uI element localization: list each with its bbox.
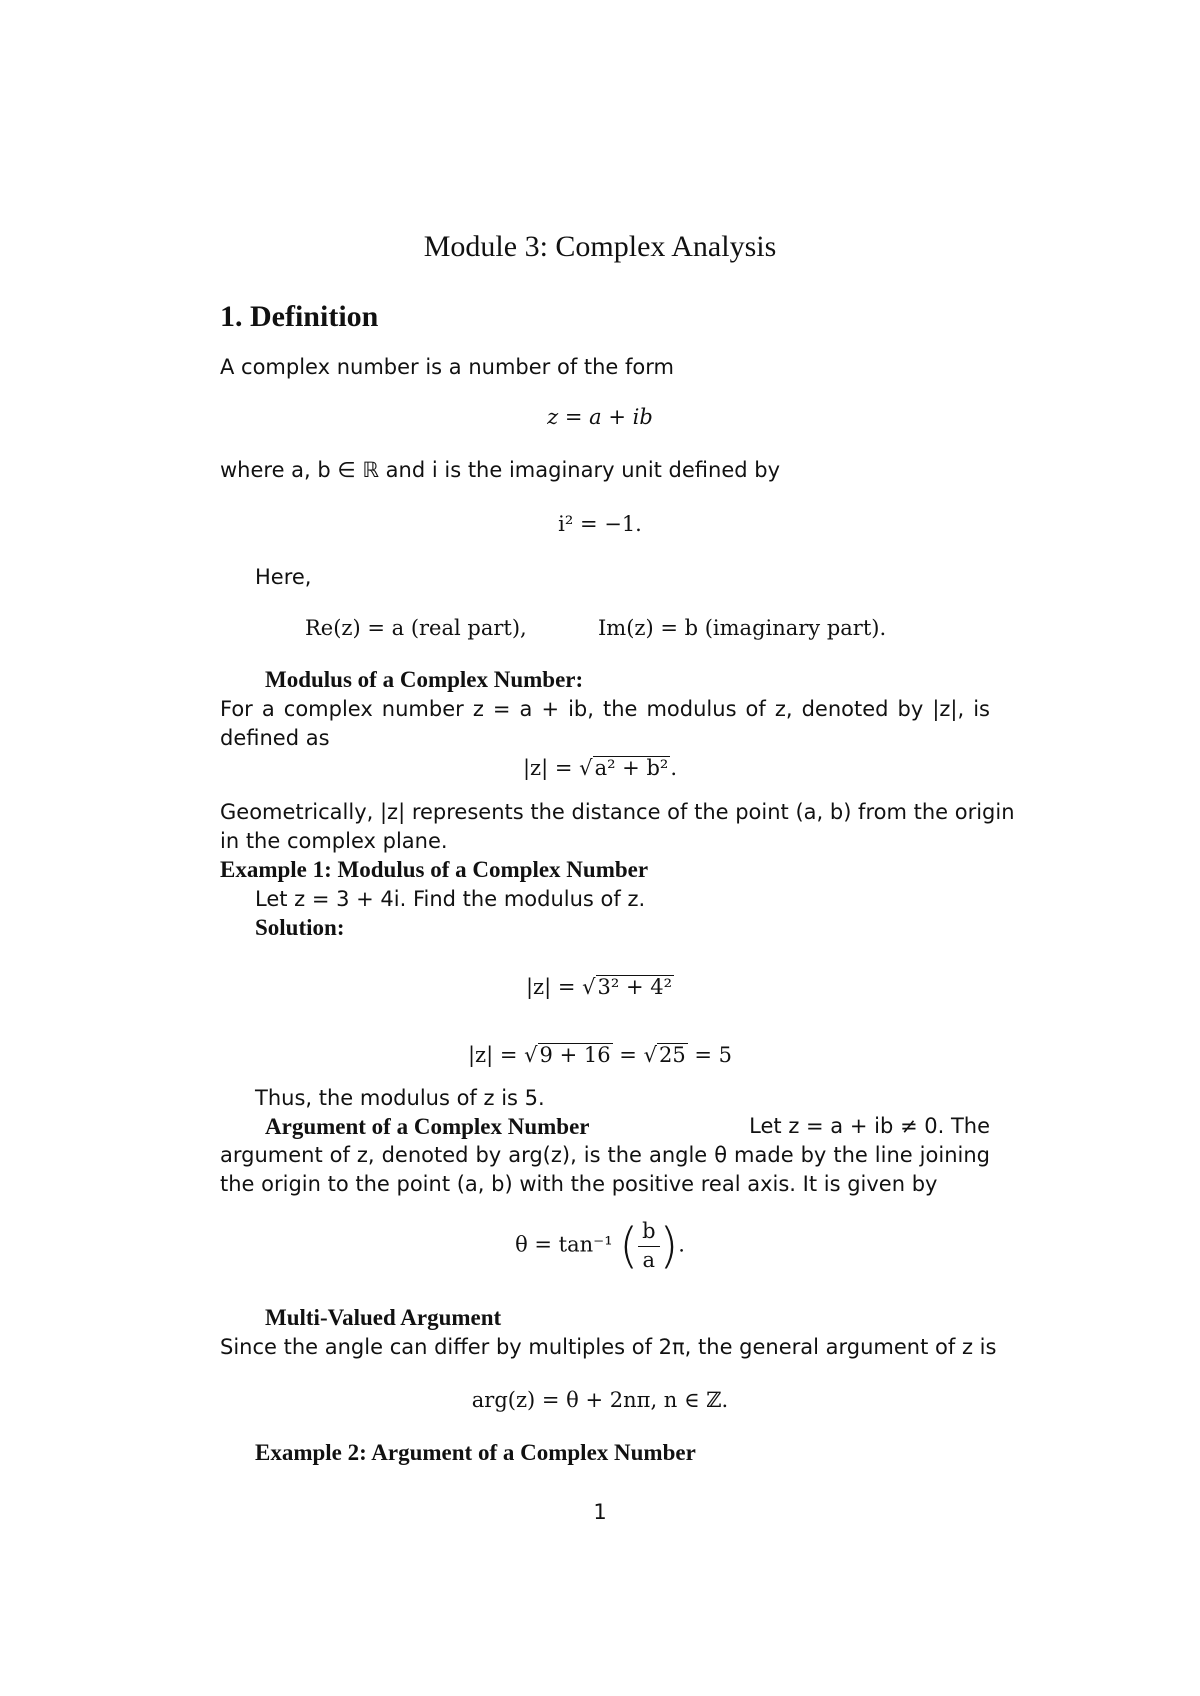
equation-real-part: Re(z) = a (real part), — [305, 616, 527, 640]
page-number: 1 — [593, 1500, 607, 1524]
equation-step2-result: = 5 — [694, 1043, 733, 1067]
equation-modulus-definition — [0, 756, 1200, 780]
paragraph-thus: Thus, the modulus of z is 5. — [255, 1086, 545, 1110]
sqrt-symbol: √ — [524, 1043, 538, 1067]
equation-step2-lhs: |z| = — [467, 1043, 518, 1067]
sqrt-symbol: √ — [643, 1043, 657, 1067]
paragraph-argument-line3: the origin to the point (a, b) with the positive real axis. It is given by — [220, 1172, 938, 1196]
equation-theta-period: . — [678, 1232, 685, 1257]
equation-step2-radicand-1: 9 + 16 — [539, 1043, 611, 1067]
equation-step2-radicand-2: 25 — [658, 1043, 686, 1067]
paragraph-here: Here, — [255, 565, 312, 589]
example-1-statement: Let z = 3 + 4i. Find the modulus of z. — [255, 887, 646, 911]
equation-solution-step-2 — [0, 1043, 1200, 1067]
equation-solution-step-1 — [0, 975, 1200, 999]
sqrt-symbol: √ — [582, 975, 596, 999]
equation-theta — [0, 1218, 1200, 1274]
equation-modulus-radicand: a² + b² — [594, 756, 669, 780]
heading-modulus: Modulus of a Complex Number: — [265, 667, 584, 692]
heading-example-2: Example 2: Argument of a Complex Number — [255, 1440, 696, 1465]
heading-argument: Argument of a Complex Number — [265, 1114, 590, 1139]
paragraph-modulus-line2: defined as — [220, 726, 330, 750]
fraction-b-over-a — [638, 1218, 659, 1274]
paragraph-argument-line1 — [265, 1114, 990, 1140]
equation-imaginary-part: Im(z) = b (imaginary part). — [598, 616, 887, 640]
left-paren: ( — [619, 1218, 639, 1274]
solution-label: Solution: — [255, 915, 345, 940]
heading-example-1: Example 1: Modulus of a Complex Number — [220, 857, 649, 882]
fraction-denominator: a — [642, 1247, 656, 1272]
paragraph-argument-line2: argument of z, denoted by arg(z), is the angle θ made by the line joining — [220, 1143, 990, 1167]
equation-modulus-period: . — [670, 756, 677, 780]
sqrt-symbol: √ — [579, 756, 593, 780]
right-paren: ) — [659, 1218, 679, 1274]
document-title: Module 3: Complex Analysis — [423, 230, 777, 263]
heading-multi-valued: Multi-Valued Argument — [265, 1305, 502, 1330]
equation-step1-radicand: 3² + 4² — [597, 975, 673, 999]
equation-step2-equals: = — [619, 1043, 637, 1067]
paragraph-modulus-line1: For a complex number z = a + ib, the modulus of z, denoted by |z|, is — [220, 697, 990, 721]
equation-i-squared: i² = −1. — [558, 512, 642, 536]
paragraph-geometric-line1: Geometrically, |z| represents the distance of the point (a, b) from the origin — [220, 800, 1015, 824]
fraction-numerator: b — [638, 1218, 659, 1246]
equation-theta-lhs: θ = tan⁻¹ — [515, 1232, 613, 1257]
equation-complex-form: z = a + ib — [547, 405, 653, 429]
section-heading-definition: 1. Definition — [220, 300, 379, 333]
equation-modulus-lhs: |z| = — [522, 756, 573, 780]
paragraph-multi-valued: Since the angle can differ by multiples of 2π, the general argument of z is — [220, 1335, 997, 1359]
argument-let-text: Let z = a + ib ≠ 0. The — [749, 1114, 990, 1138]
paragraph-intro: A complex number is a number of the form — [220, 355, 674, 379]
equation-step1-lhs: |z| = — [525, 975, 576, 999]
paragraph-geometric-line2: in the complex plane. — [220, 829, 448, 853]
equation-general-argument: arg(z) = θ + 2nπ, n ∈ ℤ. — [471, 1388, 729, 1412]
paragraph-where: where a, b ∈ ℝ and i is the imaginary unit defined by — [220, 458, 781, 482]
